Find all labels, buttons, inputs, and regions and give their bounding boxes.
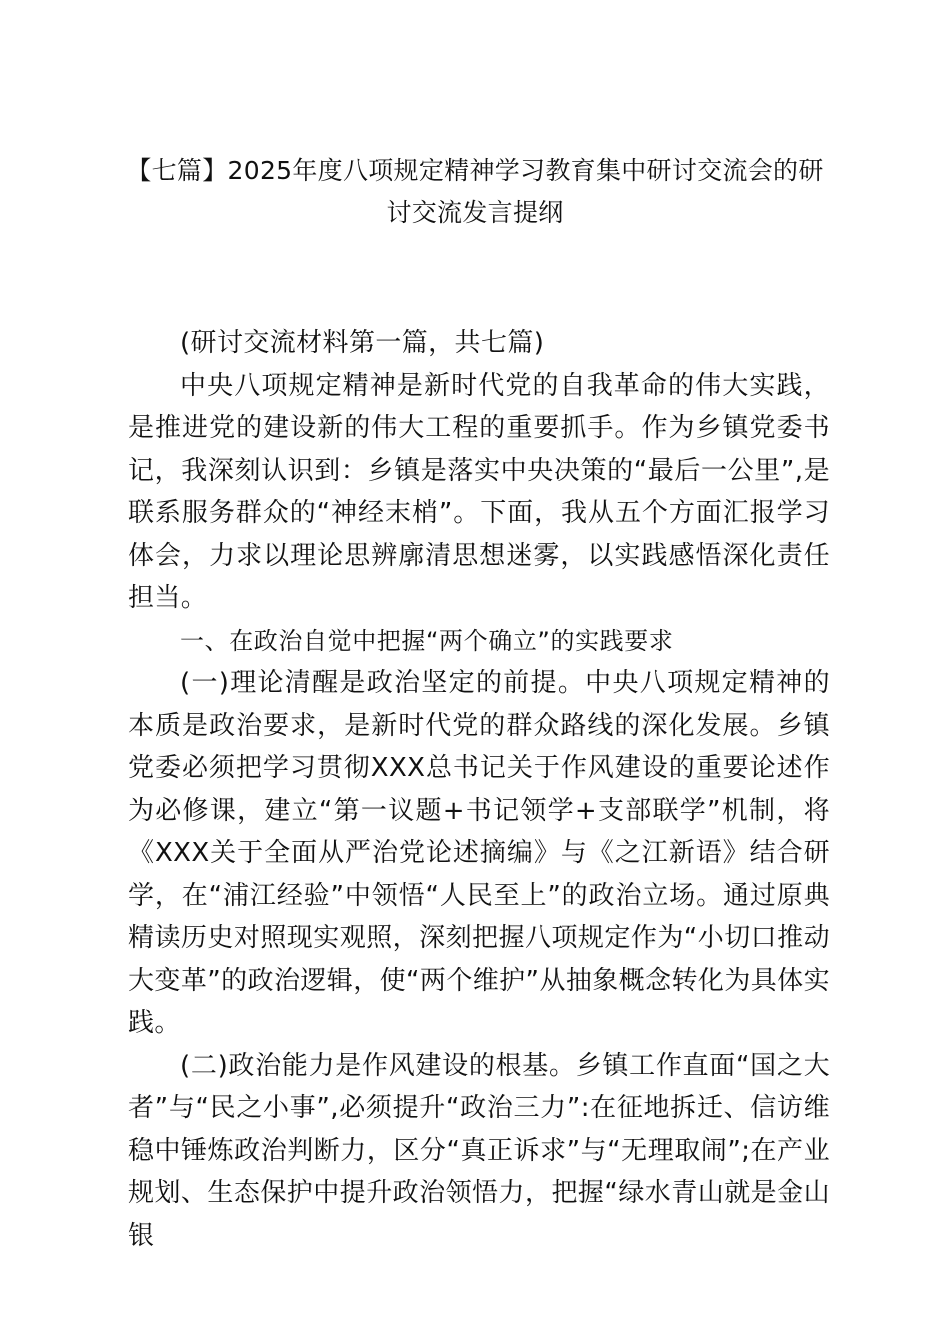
series-note: (研讨交流材料第一篇，共七篇) <box>180 328 545 358</box>
section-heading-1: 一、在政治自觉中把握“两个确立”的实践要求 <box>180 626 674 655</box>
subsection-2-paragraph: (二)政治能力是作风建设的根基。乡镇工作直面“国之大者”与“民之小事”,必须提升“政治三力”:在征地拆迁、信访维稳中锤炼政治判断力，区分“真正诉求”与“无理取闹”;在产业规划、生态保护中提升政治领悟力，把握“绿水青山就是金山银 <box>128 1050 830 1251</box>
subsection-1-paragraph: (一)理论清醒是政治坚定的前提。中央八项规定精神的本质是政治要求，是新时代党的群众路线的深化发展。乡镇党委必须把学习贯彻XXX总书记关于作风建设的重要论述作为必修课，建立“第一议题+书记领学+支部联学”机制，将《XXX关于全面从严治党论述摘编》与《之江新语》结合研学，在“浦江经验”中领悟“人民至上”的政治立场。通过原典精读历史对照现实观照，深刻把握八项规定作为“小切口推动大变革”的政治逻辑，使“两个维护”从抽象概念转化为具体实践。 <box>128 668 830 1038</box>
document-title: 【七篇】2025年度八项规定精神学习教育集中研讨交流会的研讨交流发言提纲 <box>126 156 824 227</box>
document-body <box>128 322 830 1257</box>
intro-paragraph: 中央八项规定精神是新时代党的自我革命的伟大实践，是推进党的建设新的伟大工程的重要抓手。作为乡镇党委书记，我深刻认识到：乡镇是落实中央决策的“最后一公里”,是联系服务群众的“神经末梢”。下面，我从五个方面汇报学习体会，力求以理论思辨廓清思想迷雾，以实践感悟深化责任担当。 <box>128 370 830 613</box>
